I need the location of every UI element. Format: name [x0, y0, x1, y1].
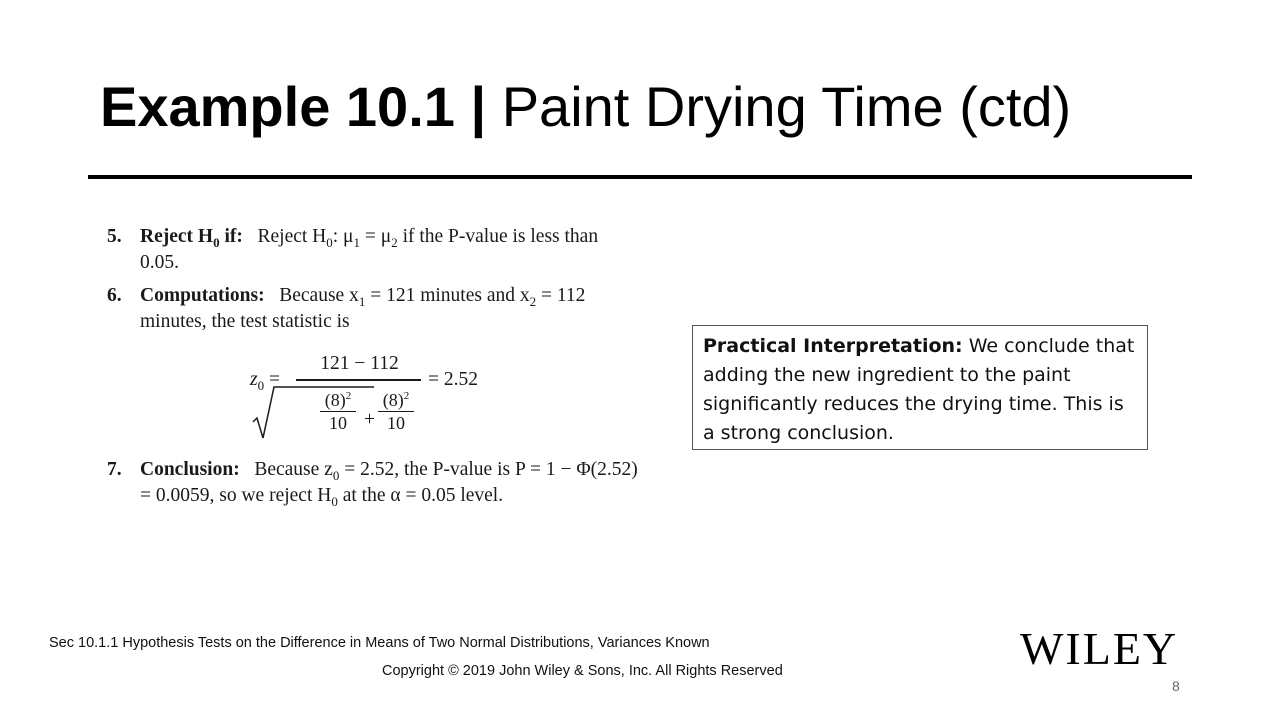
step-reject-criterion [107, 224, 640, 276]
step-number: 6. [107, 285, 122, 306]
slide-title [100, 74, 1071, 140]
page-number: 8 [1172, 678, 1180, 694]
variance-term-1: $(8)^2$ 10 [320, 389, 356, 434]
practical-interpretation-box [692, 325, 1148, 450]
step-conclusion [107, 457, 640, 509]
equation-numerator: 121 − 112 [320, 353, 399, 374]
title-divider [88, 175, 1192, 179]
step-text: Because $x_1 = 121$ minutes and $x_2 = 112$ minutes, the test statistic is [140, 285, 586, 332]
wiley-logo: WILEY [1020, 623, 1179, 674]
title-example-number: Example 10.1 [100, 75, 455, 138]
equation-lhs: $z_0$ = [250, 369, 280, 393]
step-label: Conclusion: [140, 459, 240, 480]
step-number: 5. [107, 226, 122, 247]
section-footer: Sec 10.1.1 Hypothesis Tests on the Difference in Means of Two Normal Distributions, Variances Known [49, 635, 710, 651]
title-separator: | [470, 75, 487, 138]
variance-term-2: $(8)^2$ 10 [378, 389, 414, 434]
equation-result: = 2.52 [428, 369, 478, 390]
title-topic: Paint Drying Time (ctd) [501, 75, 1072, 138]
plus-sign: + [364, 409, 375, 430]
test-statistic-equation [250, 351, 510, 443]
step-label: Computations: [140, 285, 265, 306]
step-text: Reject $H_0$: $\mu_1 = \mu_2$ if the P-value is less than 0.05. [140, 226, 599, 273]
fraction-bar [296, 379, 421, 381]
step-text: Because $z_0 = 2.52$, the P-value is P = 1 − Φ(2.52) = 0.0059, so we reject $H_0$ at the α = 0.05 level. [140, 459, 638, 509]
copyright-notice: Copyright © 2019 John Wiley & Sons, Inc. All Rights Reserved [382, 663, 783, 679]
callout-label: Practical Interpretation: [703, 335, 963, 357]
step-computations [107, 283, 640, 335]
callout-text: We conclude that adding the new ingredient to the paint significantly reduces the drying time. This is a strong conclusion. [703, 335, 1135, 444]
step-label: Reject $H_0$ if: [140, 226, 243, 250]
step-number: 7. [107, 459, 122, 480]
